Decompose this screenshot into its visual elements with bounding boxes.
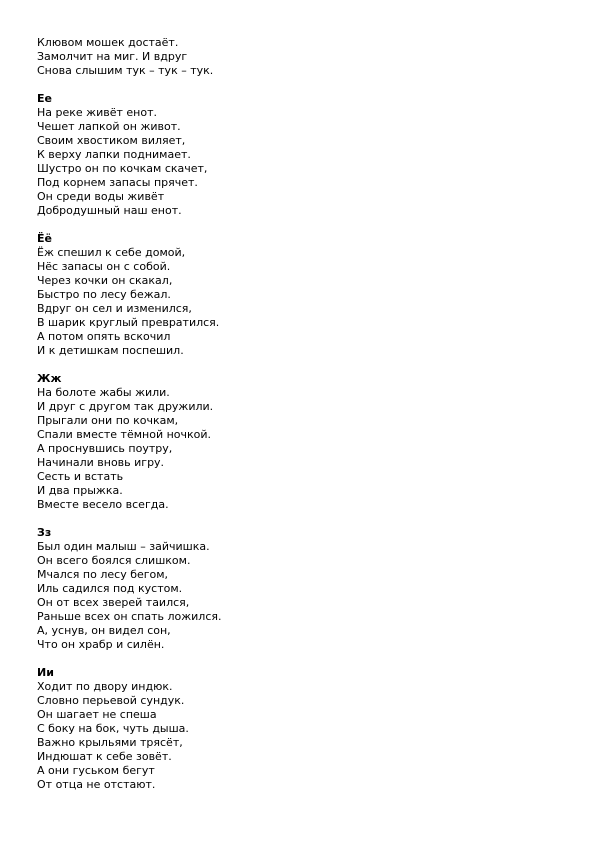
poem-line: А потом опять вскочил — [37, 330, 171, 343]
poem-line: Клювом мошек достаёт. — [37, 36, 179, 49]
stanza-gap — [37, 78, 595, 92]
poem-line: Нёс запасы он с собой. — [37, 260, 171, 273]
poem-line: Был один малыш – зайчишка. — [37, 540, 210, 553]
poem-line: Он шагает не спеша — [37, 708, 157, 721]
poem-line: Мчался по лесу бегом, — [37, 568, 169, 581]
poem-line: Иль садился под кустом. — [37, 582, 183, 595]
poem-line: И к детишкам поспешил. — [37, 344, 184, 357]
poem-line: А проснувшись поутру, — [37, 442, 173, 455]
poem-line: Он всего боялся слишком. — [37, 554, 191, 567]
poem-line: На болоте жабы жили. — [37, 386, 170, 399]
stanza-gap — [37, 358, 595, 372]
poem-line: Вместе весело всегда. — [37, 498, 169, 511]
poem-line: Прыгали они по кочкам, — [37, 414, 179, 427]
poem-line: Что он храбр и силён. — [37, 638, 165, 651]
poem-line: Он среди воды живёт — [37, 190, 165, 203]
poem-line: Своим хвостиком виляет, — [37, 134, 186, 147]
poem-line: А, уснув, он видел сон, — [37, 624, 171, 637]
poem-line: Через кочки он скакал, — [37, 274, 173, 287]
poem-line: Снова слышим тук – тук – тук. — [37, 64, 214, 77]
stanza-ee — [37, 92, 595, 218]
stanza-heading: Зз — [37, 526, 52, 539]
poem-line: Спали вместе тёмной ночкой. — [37, 428, 212, 441]
poem-line: Раньше всех он спать ложился. — [37, 610, 222, 623]
poem-line: В шарик круглый превратился. — [37, 316, 220, 329]
poem-line: Добродушный наш енот. — [37, 204, 182, 217]
poem-line: К верху лапки поднимает. — [37, 148, 191, 161]
stanza-gap — [37, 652, 595, 666]
stanza-heading: Ее — [37, 92, 52, 105]
poem-line: Словно перьевой сундук. — [37, 694, 185, 707]
poem-line: С боку на бок, чуть дыша. — [37, 722, 189, 735]
poem-line: Начинали вновь игру. — [37, 456, 165, 469]
poem-line: Вдруг он сел и изменился, — [37, 302, 192, 315]
poem-line: От отца не отстают. — [37, 778, 156, 791]
stanza-heading: Ии — [37, 666, 54, 679]
stanza-gap — [37, 512, 595, 526]
poem-line: А они гуськом бегут — [37, 764, 155, 777]
stanza-ii — [37, 666, 595, 792]
poem-line: Чешет лапкой он живот. — [37, 120, 181, 133]
poem-line: Сесть и встать — [37, 470, 124, 483]
stanza-zh — [37, 372, 595, 512]
poem-line: Важно крыльями трясёт, — [37, 736, 183, 749]
stanza-zz — [37, 526, 595, 652]
stanza-heading: Ёё — [37, 232, 52, 245]
poem-line: Ходит по двору индюк. — [37, 680, 173, 693]
poem-line: Индюшат к себе зовёт. — [37, 750, 172, 763]
poem-line: И два прыжка. — [37, 484, 123, 497]
stanza-gap — [37, 218, 595, 232]
poem-line: Под корнем запасы прячет. — [37, 176, 198, 189]
poem-line: Быстро по лесу бежал. — [37, 288, 171, 301]
intro-stanza — [37, 36, 595, 78]
poem-line: Он от всех зверей таился, — [37, 596, 190, 609]
poem-line: Ёж спешил к себе домой, — [37, 246, 186, 259]
stanza-yo — [37, 232, 595, 358]
poem-line: Замолчит на миг. И вдруг — [37, 50, 188, 63]
poem-line: Шустро он по кочкам скачет, — [37, 162, 208, 175]
poem-line: И друг с другом так дружили. — [37, 400, 214, 413]
poem-line: На реке живёт енот. — [37, 106, 157, 119]
stanza-heading: Жж — [37, 372, 62, 385]
